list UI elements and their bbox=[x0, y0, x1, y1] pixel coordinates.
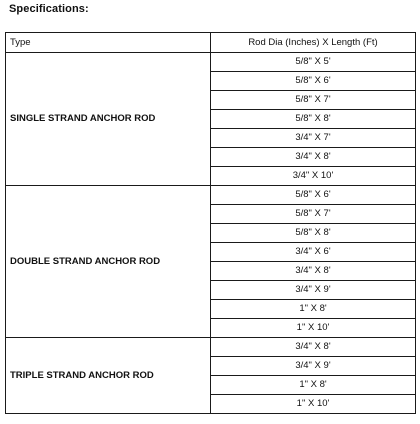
size-cell: 1" X 10' bbox=[211, 395, 416, 414]
size-cell: 3/4" X 6' bbox=[211, 243, 416, 262]
size-cell: 3/4" X 7' bbox=[211, 129, 416, 148]
size-cell: 5/8" X 8' bbox=[211, 224, 416, 243]
size-cell: 1" X 8' bbox=[211, 300, 416, 319]
column-header-rod-dimensions: Rod Dia (Inches) X Length (Ft) bbox=[211, 33, 416, 53]
size-cell: 5/8" X 6' bbox=[211, 186, 416, 205]
size-cell: 5/8" X 7' bbox=[211, 91, 416, 110]
table-row bbox=[6, 338, 416, 357]
table-row bbox=[6, 53, 416, 72]
size-cell: 1" X 8' bbox=[211, 376, 416, 395]
specifications-heading: Specifications: bbox=[9, 3, 89, 15]
size-cell: 3/4" X 10' bbox=[211, 167, 416, 186]
size-cell: 5/8" X 7' bbox=[211, 205, 416, 224]
table-header-row bbox=[6, 33, 416, 53]
size-cell: 3/4" X 8' bbox=[211, 148, 416, 167]
specifications-table bbox=[5, 32, 416, 414]
size-cell: 3/4" X 8' bbox=[211, 338, 416, 357]
size-cell: 3/4" X 9' bbox=[211, 281, 416, 300]
type-cell-triple-strand: TRIPLE STRAND ANCHOR ROD bbox=[6, 338, 211, 414]
size-cell: 1" X 10' bbox=[211, 319, 416, 338]
size-cell: 3/4" X 8' bbox=[211, 262, 416, 281]
size-cell: 5/8" X 5' bbox=[211, 53, 416, 72]
column-header-type: Type bbox=[6, 33, 211, 53]
size-cell: 3/4" X 9' bbox=[211, 357, 416, 376]
size-cell: 5/8" X 6' bbox=[211, 72, 416, 91]
type-cell-single-strand: SINGLE STRAND ANCHOR ROD bbox=[6, 53, 211, 186]
size-cell: 5/8" X 8' bbox=[211, 110, 416, 129]
type-cell-double-strand: DOUBLE STRAND ANCHOR ROD bbox=[6, 186, 211, 338]
table-row bbox=[6, 186, 416, 205]
